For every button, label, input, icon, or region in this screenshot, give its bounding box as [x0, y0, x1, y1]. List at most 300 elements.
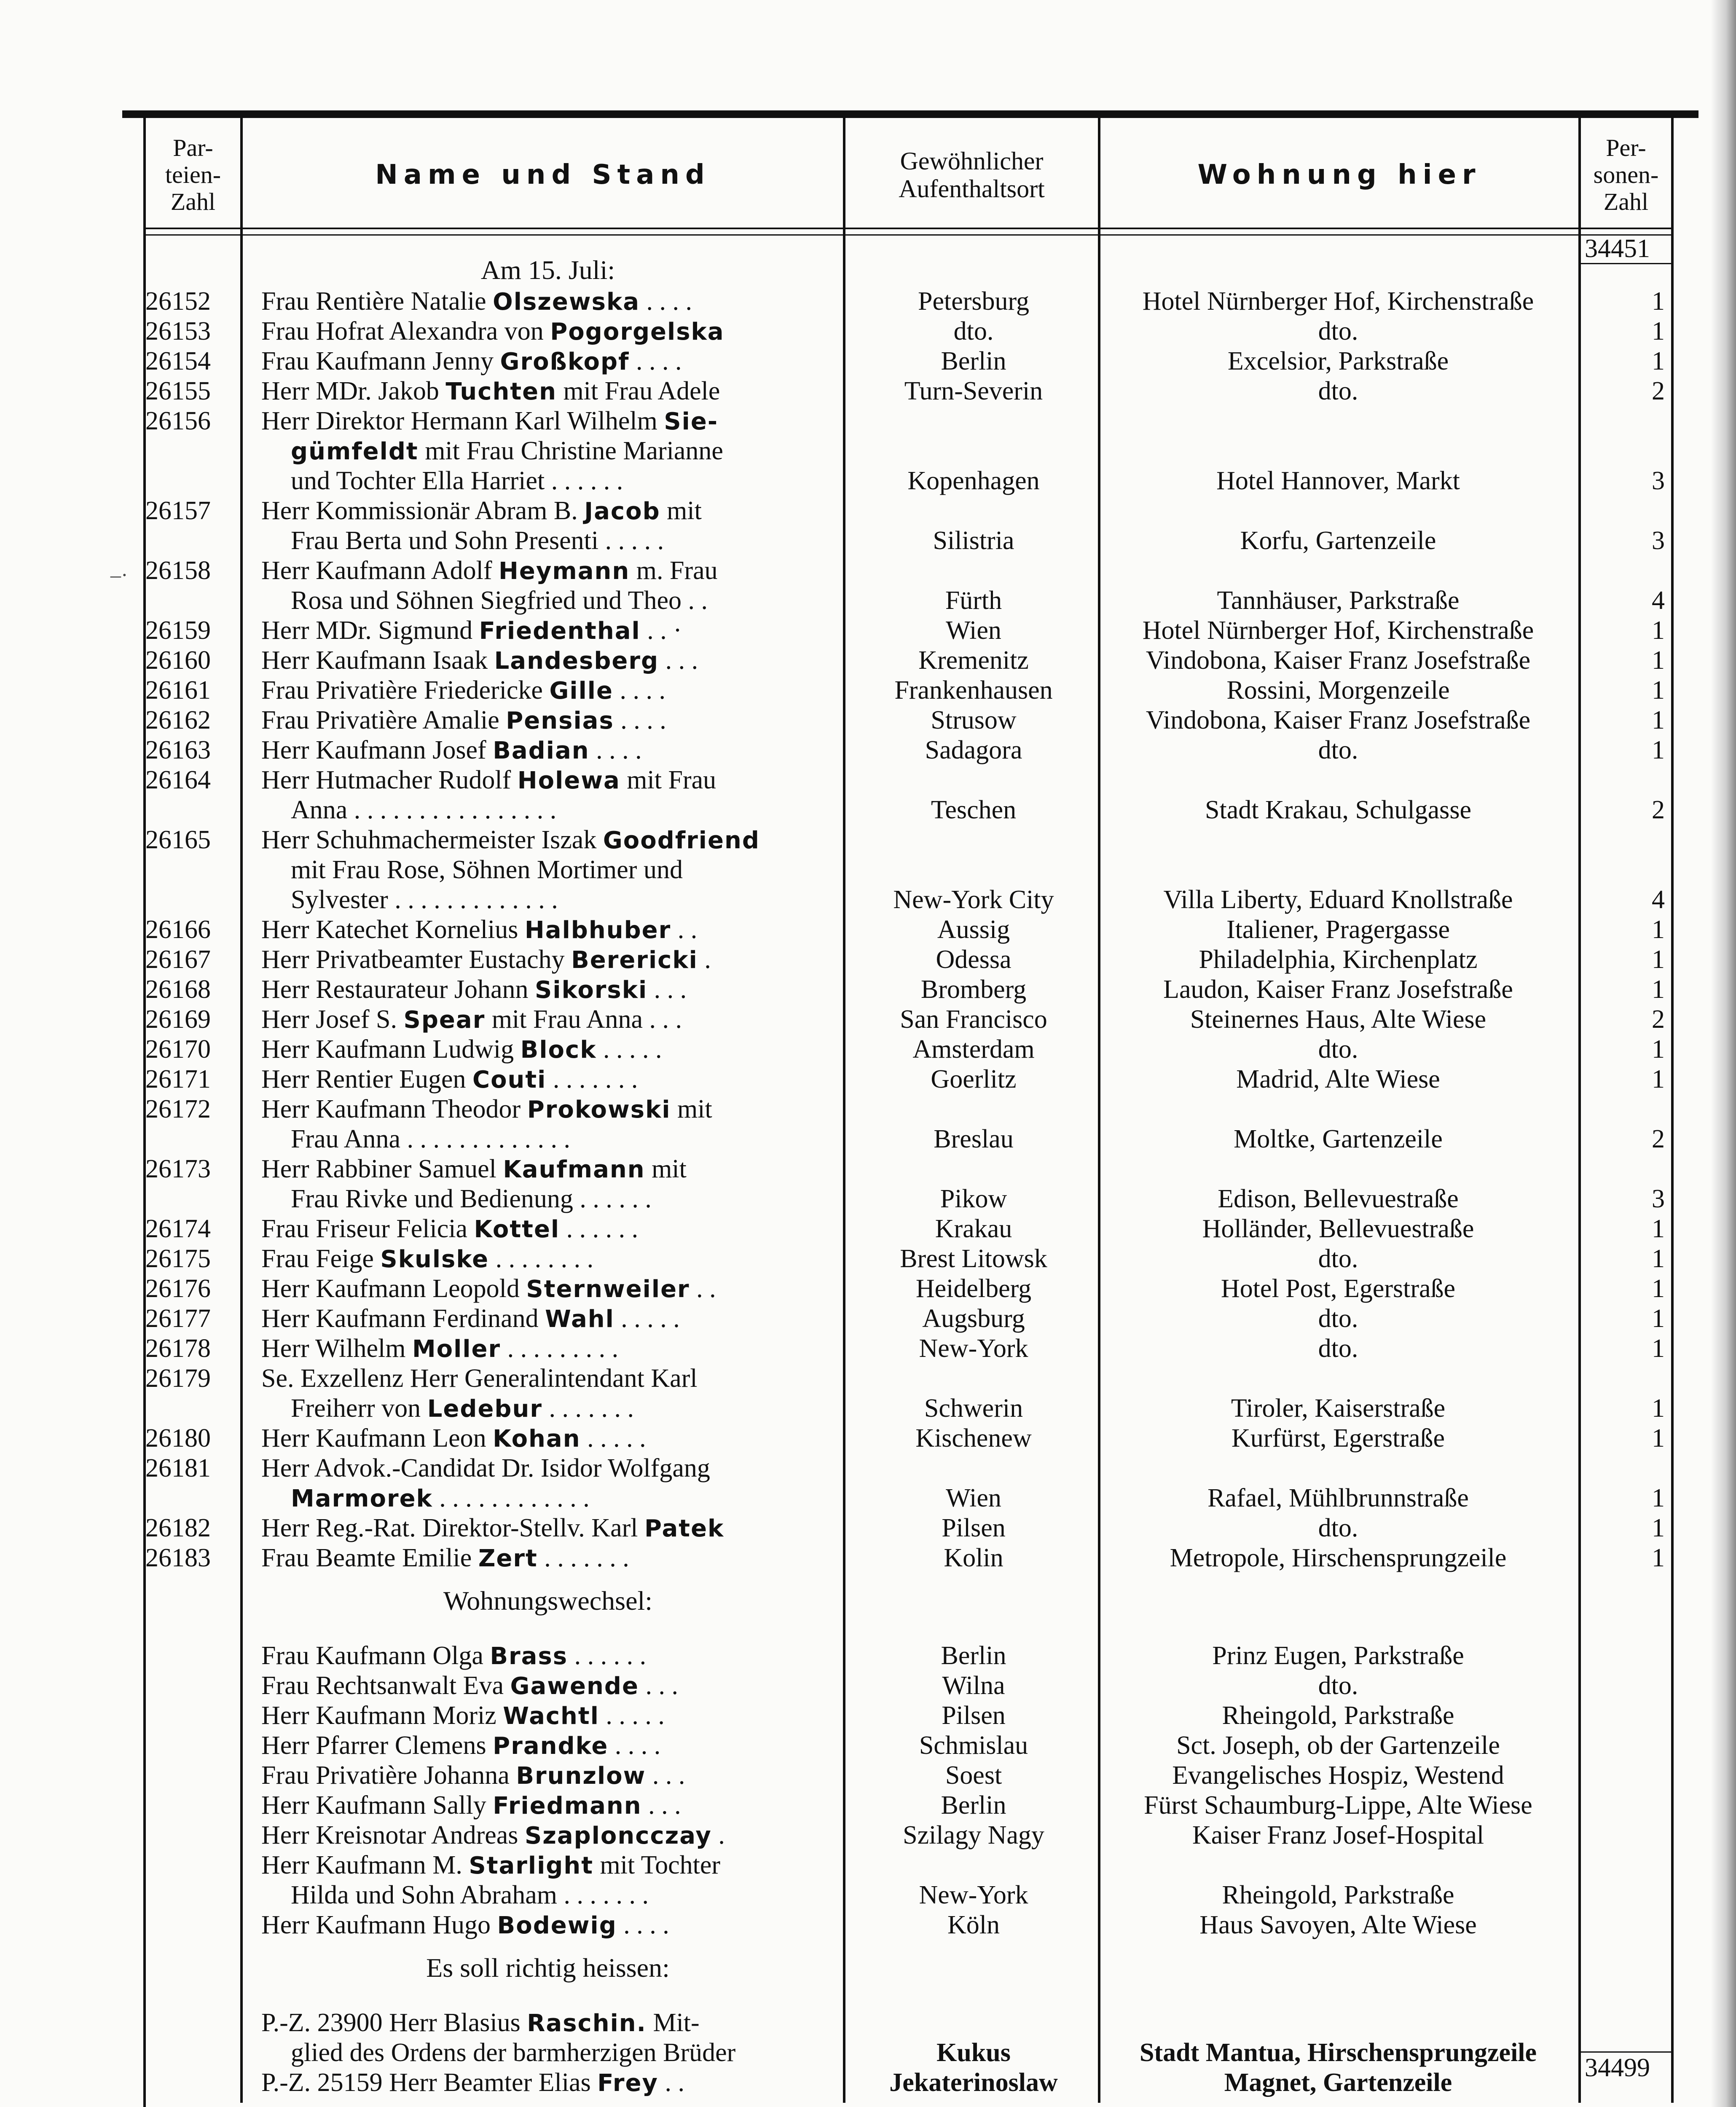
entry-origin: Schwerin: [924, 1394, 1023, 1423]
entry-name-line: [261, 1274, 834, 1304]
entry-persons: 1: [1652, 676, 1665, 705]
move-row: [0, 1850, 1736, 1881]
entry-address: dto.: [1318, 1035, 1358, 1064]
entry-origin: Frankenhausen: [894, 676, 1053, 705]
entry-name-line: [261, 1453, 834, 1483]
entry-name-suffix: . . . .: [639, 287, 692, 316]
entry-address: Haus Savoyen, Alte Wiese: [1199, 1911, 1477, 1939]
entry-row: [0, 1035, 1736, 1065]
entry-name-text: Herr Kaufmann M.: [261, 1851, 469, 1879]
entry-persons: 1: [1652, 616, 1665, 645]
entry-surname: Zert: [478, 1545, 538, 1572]
entry-name-text: Se. Exzellenz Herr Generalintendant Karl: [261, 1364, 698, 1393]
entry-name-suffix: . . . . . . .: [537, 1544, 629, 1572]
entry-name-text: Herr Katechet Kornelius: [261, 915, 525, 944]
entry-name-text: Herr Privatbeamter Eustachy: [261, 945, 572, 974]
entry-origin: Petersburg: [918, 287, 1030, 316]
entry-surname: Olszewska: [493, 288, 640, 316]
entry-address: dto.: [1318, 1514, 1358, 1542]
entry-name-text: Herr Direktor Hermann Karl Wilhelm: [261, 407, 664, 435]
entry-name-text: Herr Kaufmann Ludwig: [261, 1035, 521, 1064]
entry-name-line: [261, 1364, 834, 1393]
entry-address: Kurfürst, Egerstraße: [1231, 1424, 1445, 1453]
entry-row: [0, 346, 1736, 377]
entry-persons: 1: [1652, 1304, 1665, 1333]
entry-name-line: [261, 1671, 834, 1701]
entry-name-text: Frau Privatière Friedericke: [261, 676, 550, 705]
entry-origin: Silistria: [933, 526, 1014, 555]
entry-name-suffix: . . . . .: [614, 1304, 680, 1333]
entry-name-text: Herr Kaufmann Leopold: [261, 1274, 526, 1303]
entry-origin: New-York: [919, 1334, 1028, 1363]
entry-persons: 1: [1652, 915, 1665, 944]
entry-name-suffix: . . . .: [608, 1731, 661, 1760]
entry-name-text: Frau Rentière Natalie: [261, 287, 493, 316]
entry-address: Edison, Bellevuestraße: [1218, 1185, 1459, 1213]
correction-row: [0, 2068, 1736, 2098]
entry-surname: Sie-: [664, 408, 719, 435]
carry-over-total: 34451: [1585, 234, 1650, 263]
entry-name-line: [291, 795, 834, 825]
party-number: 26177: [145, 1304, 211, 1333]
entry-persons: 1: [1652, 646, 1665, 675]
entry-address: Evangelisches Hospiz, Westend: [1172, 1761, 1504, 1790]
entry-name-line: [261, 1513, 834, 1544]
entry-persons: 3: [1652, 1185, 1665, 1213]
entry-persons: 1: [1652, 287, 1665, 316]
entry-row: [0, 616, 1736, 646]
entry-origin: Aussig: [937, 915, 1010, 944]
entry-name-suffix: . . . . . . .: [546, 1065, 638, 1094]
entry-row: [0, 1184, 1736, 1214]
entry-row: [0, 945, 1736, 975]
entry-name-suffix: mit: [671, 1095, 712, 1123]
entry-name-line: [261, 1064, 834, 1095]
entry-row: [0, 526, 1736, 556]
section-date-heading: Am 15. Juli:: [480, 255, 615, 285]
entry-name-text: Herr Hutmacher Rudolf: [261, 766, 518, 794]
entry-surname: Badian: [493, 737, 590, 764]
entry-row: [0, 676, 1736, 706]
entry-persons: 1: [1652, 317, 1665, 346]
entry-name-text: Herr Kaufmann Isaak: [261, 646, 494, 675]
entry-name-text: Frau Privatière Johanna: [261, 1761, 516, 1790]
entry-name-suffix: . . . . . .: [560, 1214, 639, 1243]
correction-row: [0, 2038, 1736, 2068]
entry-name-suffix: . . . .: [589, 736, 642, 764]
entry-name-text: Frau Feige: [261, 1244, 381, 1273]
entry-name-text: und Tochter Ella Harriet . . . . . .: [291, 466, 623, 495]
entry-row: [0, 1394, 1736, 1424]
entry-surname: Kohan: [493, 1425, 581, 1453]
entry-origin: Fürth: [945, 586, 1002, 615]
entry-address: Tiroler, Kaiserstraße: [1231, 1394, 1446, 1423]
entry-row: [0, 1334, 1736, 1364]
header-address: Wohnung hier: [1197, 159, 1481, 190]
entry-name-suffix: mit Tochter: [593, 1851, 721, 1879]
entry-name-suffix: mit: [645, 1155, 687, 1183]
entry-address: Vindobona, Kaiser Franz Josefstraße: [1146, 646, 1531, 675]
header-rule-second: [143, 234, 1674, 236]
entry-origin: Breslau: [934, 1125, 1014, 1153]
entry-name-line: [261, 346, 834, 377]
party-number: 26158: [145, 556, 211, 585]
header-origin: Gewöhnlicher Aufenthaltsort: [899, 147, 1045, 203]
entry-surname: Halbhuber: [524, 917, 671, 944]
entry-surname: Kottel: [474, 1216, 560, 1243]
move-row: [0, 1791, 1736, 1821]
entry-name-suffix: . . .: [641, 1791, 681, 1820]
entry-name-text: Frau Kaufmann Olga: [261, 1641, 490, 1670]
entry-name-text: Herr MDr. Jakob: [261, 377, 446, 405]
entry-name-suffix: . . . . .: [580, 1424, 646, 1453]
entry-name-line: [261, 1731, 834, 1761]
entry-name-line: [261, 1304, 834, 1334]
entry-name-text: Herr Kaufmann Hugo: [261, 1911, 497, 1939]
entry-origin: Teschen: [931, 796, 1017, 824]
entry-address: Stadt Mantua, Hirschensprungzeile: [1139, 2038, 1537, 2067]
entry-surname: Goodfriend: [603, 827, 760, 854]
entry-name-suffix: .: [698, 945, 711, 974]
entry-origin: Krakau: [935, 1214, 1012, 1243]
entry-name-line: [291, 855, 834, 885]
entry-name-line: [261, 1214, 834, 1244]
correction-row: [0, 2008, 1736, 2038]
entry-address: Rheingold, Parkstraße: [1222, 1881, 1454, 1909]
entry-row: [0, 825, 1736, 855]
entry-name-line: [291, 526, 834, 555]
entry-address: Metropole, Hirschensprungzeile: [1170, 1544, 1507, 1572]
entry-name-line: [261, 646, 834, 676]
entry-name-text: Herr Wilhelm: [261, 1334, 412, 1363]
entry-name-line: [261, 1791, 834, 1821]
entry-origin: Köln: [947, 1911, 1000, 1939]
party-number: 26173: [145, 1155, 211, 1183]
entry-name-line: [261, 1543, 834, 1574]
entry-row: [0, 1005, 1736, 1035]
entry-address: Magnet, Gartenzeile: [1224, 2068, 1452, 2097]
entry-name-line: [261, 1005, 834, 1035]
entry-name-line: [291, 885, 834, 914]
entry-name-text: Frau Anna . . . . . . . . . . . . .: [291, 1125, 571, 1153]
entry-address: Hotel Nürnberger Hof, Kirchenstraße: [1142, 616, 1534, 645]
party-number: 26168: [145, 975, 211, 1004]
header-persons: Per- sonen- Zahl: [1593, 134, 1659, 215]
entry-address: dto.: [1318, 736, 1358, 764]
entry-persons: 2: [1652, 1005, 1665, 1034]
entry-row: [0, 646, 1736, 676]
entry-name-line: [261, 616, 834, 646]
entry-row: [0, 586, 1736, 616]
entry-name-line: [261, 1035, 834, 1065]
entry-name-suffix: Mit-: [646, 2008, 700, 2037]
entry-name-line: [261, 1244, 834, 1274]
entry-persons: 1: [1652, 1214, 1665, 1243]
entry-surname: Wahl: [545, 1305, 614, 1333]
entry-surname: Gille: [549, 677, 613, 705]
entry-row: [0, 1064, 1736, 1095]
party-number: 26170: [145, 1035, 211, 1064]
entry-surname: Sikorski: [535, 976, 648, 1004]
entry-name-suffix: . .: [671, 915, 698, 944]
entry-persons: 4: [1652, 885, 1665, 914]
move-row: [0, 1701, 1736, 1731]
party-number: 26174: [145, 1214, 211, 1243]
entry-address: Madrid, Alte Wiese: [1236, 1065, 1440, 1094]
entry-name-suffix: . . .: [647, 975, 687, 1004]
entry-persons: 1: [1652, 1334, 1665, 1363]
entry-name-line: [291, 1124, 834, 1154]
entry-row: [0, 735, 1736, 766]
entry-name-line: [291, 1483, 834, 1514]
entry-surname: Pensias: [506, 707, 614, 735]
entry-name-suffix: mit: [660, 496, 702, 525]
entry-origin: Sadagora: [925, 736, 1022, 764]
entry-surname: Prokowski: [527, 1096, 671, 1123]
entry-origin: Kukus: [936, 2038, 1011, 2067]
entry-name-text: Herr Rentier Eugen: [261, 1065, 472, 1094]
entry-name-suffix: mit Frau Adele: [556, 377, 720, 405]
party-number: 26176: [145, 1274, 211, 1303]
entry-surname: Couti: [472, 1066, 547, 1094]
entry-name-line: [261, 1910, 834, 1941]
entry-surname: Patek: [644, 1515, 724, 1542]
entry-origin: Kopenhagen: [907, 466, 1040, 495]
entry-persons: 1: [1652, 975, 1665, 1004]
entry-row: [0, 915, 1736, 945]
entry-surname: Kaufmann: [503, 1156, 645, 1183]
entry-name-text: Herr Kaufmann Moriz: [261, 1701, 503, 1730]
entry-name-line: [261, 1820, 834, 1851]
entry-name-line: [261, 1641, 834, 1671]
entry-row: [0, 1304, 1736, 1334]
entry-name-text: Herr Kaufmann Ferdinand: [261, 1304, 545, 1333]
party-number: 26156: [145, 407, 211, 435]
entry-origin: Odessa: [936, 945, 1012, 974]
entry-persons: 1: [1652, 706, 1665, 735]
entry-surname: Berericki: [571, 946, 698, 974]
party-number: 26160: [145, 646, 211, 675]
entry-name-suffix: . . . . . .: [568, 1641, 647, 1670]
entry-name-suffix: mit Frau Anna . . .: [485, 1005, 682, 1034]
entry-row: [0, 1543, 1736, 1574]
entry-name-text: Herr Restaurateur Johann: [261, 975, 535, 1004]
entry-surname: Großkopf: [500, 348, 630, 375]
entry-address: dto.: [1318, 1244, 1358, 1273]
entry-persons: 3: [1652, 526, 1665, 555]
entry-origin: Berlin: [941, 347, 1006, 375]
party-number: 26154: [145, 347, 211, 375]
entry-address: dto.: [1318, 317, 1358, 346]
entry-name-line: [261, 1334, 834, 1364]
entry-name-text: Hilda und Sohn Abraham . . . . . . .: [291, 1881, 649, 1909]
entry-persons: 3: [1652, 466, 1665, 495]
entry-address: dto.: [1318, 1304, 1358, 1333]
entry-surname: Szaploncczay: [524, 1822, 712, 1850]
entry-surname: Frey: [597, 2069, 658, 2097]
party-number: 26182: [145, 1514, 211, 1542]
entry-name-suffix: . . . . . . . . . . . .: [432, 1484, 590, 1512]
party-number: 26180: [145, 1424, 211, 1453]
entry-row: [0, 1214, 1736, 1244]
party-number: 26161: [145, 676, 211, 705]
entry-name-suffix: . . .: [639, 1671, 678, 1700]
party-number: 26181: [145, 1454, 211, 1482]
move-row: [0, 1761, 1736, 1791]
party-number: 26157: [145, 496, 211, 525]
entry-name-line: [291, 466, 834, 496]
entry-persons: 1: [1652, 1424, 1665, 1453]
entry-name-suffix: . . .: [659, 646, 698, 675]
move-row: [0, 1731, 1736, 1761]
entry-name-text: Anna . . . . . . . . . . . . . . . .: [291, 796, 557, 824]
party-number: 26167: [145, 945, 211, 974]
entry-persons: 1: [1652, 347, 1665, 375]
move-row: [0, 1641, 1736, 1671]
entry-address: Villa Liberty, Eduard Knollstraße: [1163, 885, 1513, 914]
entry-surname: Friedenthal: [479, 617, 641, 645]
entry-row: [0, 795, 1736, 826]
entry-row: [0, 376, 1736, 407]
entry-name-text: Herr Kaufmann Theodor: [261, 1095, 527, 1123]
entry-address: Holländer, Bellevuestraße: [1202, 1214, 1474, 1243]
entry-address: Stadt Krakau, Schulgasse: [1205, 796, 1471, 824]
party-number: 26162: [145, 706, 211, 735]
entry-name-line: [261, 1094, 834, 1125]
entry-name-line: [261, 1701, 834, 1731]
entry-address: Rheingold, Parkstraße: [1222, 1701, 1454, 1730]
entry-row: [0, 1483, 1736, 1514]
entry-row: [0, 1094, 1736, 1125]
entry-name-text: Freiherr von: [291, 1394, 427, 1423]
entry-persons: 1: [1652, 945, 1665, 974]
entry-name-text: Rosa und Söhnen Siegfried und Theo . .: [291, 586, 708, 615]
entry-name-text: Frau Beamte Emilie: [261, 1544, 478, 1572]
entry-address: Vindobona, Kaiser Franz Josefstraße: [1146, 706, 1531, 735]
entry-address: Moltke, Gartenzeile: [1234, 1125, 1443, 1153]
party-number: 26178: [145, 1334, 211, 1363]
entry-persons: 1: [1652, 1514, 1665, 1542]
entry-address: dto.: [1318, 377, 1358, 405]
carry-over-rule: [1578, 263, 1674, 264]
entry-row: [0, 885, 1736, 915]
entry-row: [0, 316, 1736, 347]
entry-row: [0, 287, 1736, 317]
header-name: Name und Stand: [375, 159, 711, 190]
header-party-number: Par- teien- Zahl: [165, 134, 221, 215]
entry-name-line: [261, 376, 834, 407]
entry-row: [0, 1453, 1736, 1484]
entry-persons: 2: [1652, 796, 1665, 824]
entry-name-text: Herr Schuhmachermeister Iszak: [261, 826, 603, 854]
entry-name-line: [261, 735, 834, 766]
entry-surname: Tuchten: [445, 378, 557, 405]
entry-address: dto.: [1318, 1334, 1358, 1363]
entry-name-text: Herr Kaufmann Sally: [261, 1791, 493, 1820]
party-number: 26175: [145, 1244, 211, 1273]
entry-persons: 1: [1652, 1274, 1665, 1303]
entry-name-text: Herr MDr. Sigmund: [261, 616, 479, 645]
entry-name-line: [261, 676, 834, 706]
entry-name-text: Herr Kommissionär Abram B.: [261, 496, 585, 525]
party-number: 26163: [145, 736, 211, 764]
entry-surname: Jacob: [584, 498, 660, 525]
entry-address: Hotel Nürnberger Hof, Kirchenstraße: [1142, 287, 1534, 316]
entry-name-line: [261, 1423, 834, 1454]
entry-name-suffix: mit Frau: [620, 766, 716, 794]
entry-origin: Schmislau: [919, 1731, 1028, 1760]
entry-name-line: [261, 1154, 834, 1185]
entry-name-text: Frau Kaufmann Jenny: [261, 347, 500, 375]
entry-name-suffix: . . . .: [613, 676, 665, 705]
entry-name-line: [261, 705, 834, 736]
party-number: 26159: [145, 616, 211, 645]
entry-surname: Spear: [403, 1006, 486, 1034]
entry-name-line: [261, 2008, 834, 2038]
entry-name-line: [261, 556, 834, 586]
entry-name-text: Frau Privatière Amalie: [261, 706, 506, 735]
entry-name-line: [291, 436, 834, 466]
entry-origin: Berlin: [941, 1641, 1006, 1670]
entry-origin: Brest Litowsk: [900, 1244, 1047, 1273]
entry-name-line: [261, 1761, 834, 1791]
margin-mark: –·: [110, 563, 128, 587]
entry-name-text: Herr Kaufmann Josef: [261, 736, 493, 764]
entry-name-line: [261, 975, 834, 1005]
party-number: 26153: [145, 317, 211, 346]
entry-origin: Berlin: [941, 1791, 1006, 1820]
entry-surname: Landesberg: [494, 647, 659, 675]
final-total: 34499: [1585, 2053, 1650, 2082]
top-rule: [122, 110, 1698, 118]
entry-origin: Strusow: [931, 706, 1017, 735]
entry-name-suffix: . .: [690, 1274, 716, 1303]
entry-row: [0, 556, 1736, 586]
entry-address: Kaiser Franz Josef-Hospital: [1192, 1821, 1484, 1850]
entry-name-suffix: . . ·: [640, 616, 682, 645]
entry-name-line: [261, 825, 834, 855]
entry-origin: Pilsen: [942, 1701, 1006, 1730]
entry-surname: Brunzlow: [516, 1762, 646, 1790]
entry-name-line: [261, 2068, 834, 2098]
entry-persons: 1: [1652, 1035, 1665, 1064]
entry-name-suffix: .: [711, 1821, 725, 1850]
entry-row: [0, 1513, 1736, 1544]
final-total-rule: [1578, 2051, 1674, 2053]
section-moves-heading: Wohnungswechsel:: [443, 1586, 653, 1616]
entry-name-text: Frau Rechtsanwalt Eva: [261, 1671, 510, 1700]
entry-name-text: Herr Josef S.: [261, 1005, 404, 1034]
party-number: 26165: [145, 826, 211, 854]
entry-name-text: P.-Z. 23900 Herr Blasius: [261, 2008, 527, 2037]
entry-surname: Sternweiler: [526, 1276, 690, 1303]
entry-origin: Augsburg: [922, 1304, 1025, 1333]
entry-address: Tannhäuser, Parkstraße: [1217, 586, 1460, 615]
entry-name-line: [261, 316, 834, 347]
entry-origin: Pilsen: [942, 1514, 1006, 1542]
entry-name-text: Herr Kreisnotar Andreas: [261, 1821, 525, 1850]
entry-address: Rafael, Mühlbrunnstraße: [1207, 1484, 1469, 1512]
entry-name-suffix: . . . . . . . . .: [501, 1334, 619, 1363]
entry-surname: Prandke: [493, 1732, 609, 1760]
entry-name-line: [261, 1850, 834, 1881]
entry-surname: Heymann: [499, 558, 630, 585]
entry-origin: dto.: [953, 317, 994, 346]
entry-surname: Gawende: [510, 1673, 639, 1700]
entry-name-text: Herr Kaufmann Leon: [261, 1424, 493, 1453]
entry-row: [0, 1244, 1736, 1274]
entry-name-text: Frau Berta und Sohn Presenti . . . . .: [291, 526, 664, 555]
